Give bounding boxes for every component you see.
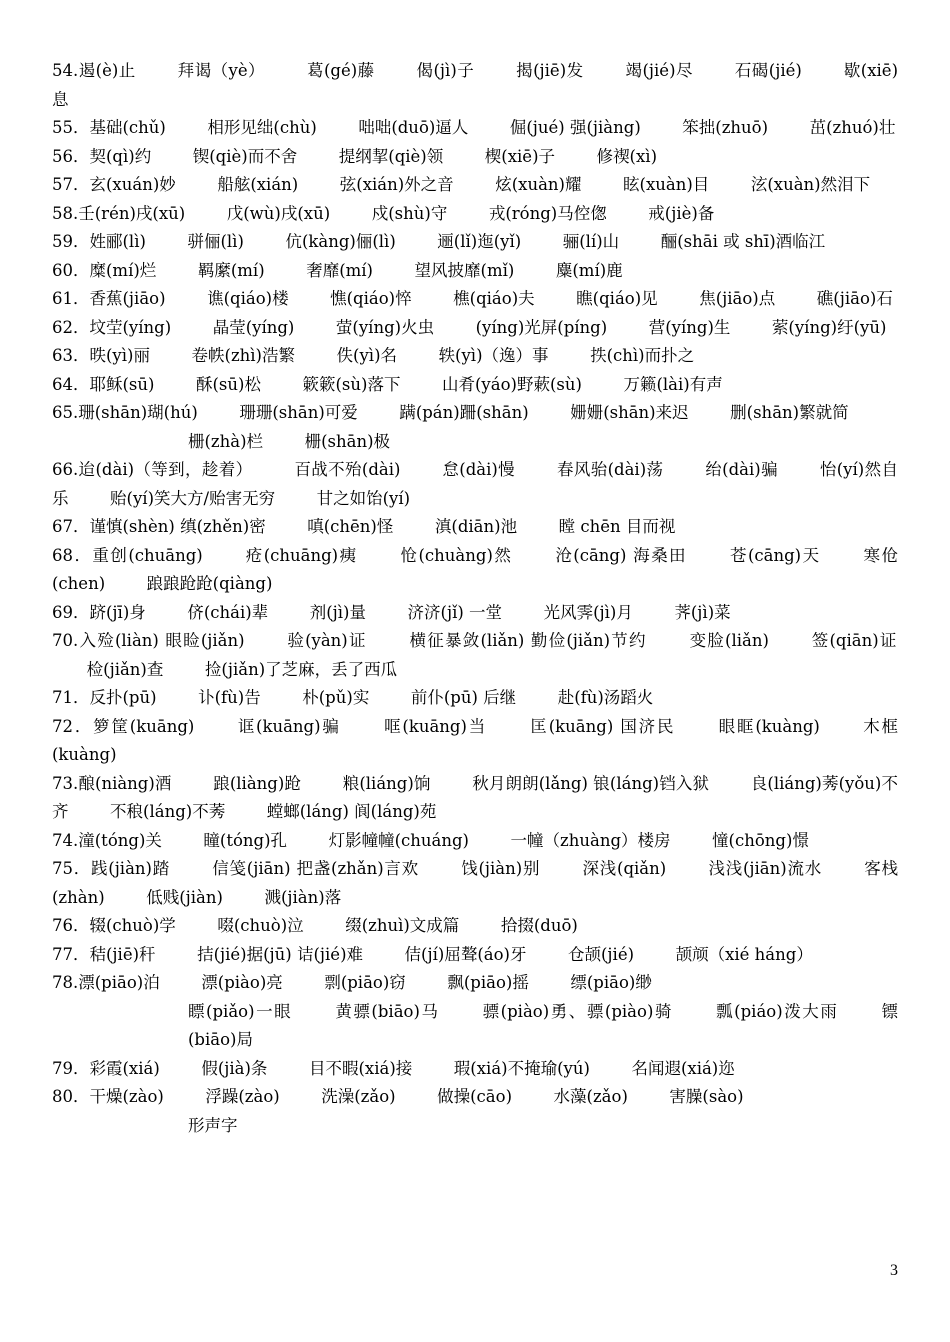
word-item: (yíng)光屏(píng) [475,317,608,337]
word-item: 溅(jiàn)落 [264,887,342,907]
word-item: 目不暇(xiá)接 [308,1058,413,1078]
list-item [52,941,898,970]
entry-number: 74. [52,830,79,850]
word-item: 缥(piāo)缈 [570,973,652,992]
word-item: 验(yàn)证 [287,631,367,650]
list-item [52,1055,898,1084]
vocabulary-list [52,57,898,1140]
word-item: 营(yíng)生 [648,317,731,337]
list-item [52,257,898,286]
word-item: 瞧(qiáo)见 [576,289,658,308]
entry-number: 77． [52,944,90,964]
list-item [52,1083,898,1112]
word-item: 昳(yì)丽 [89,346,150,365]
word-item: 萤(yíng)火虫 [335,317,435,337]
word-item: 变脸(liǎn) [689,631,769,650]
word-item: 玄(xuán)妙 [89,175,176,194]
word-item: 怡(yí)然自乐 [52,460,898,508]
word-item: 嗔(chēn)怪 [307,517,394,536]
word-item: 香蕉(jiāo) [89,289,166,308]
word-item: 竭(jié)尽 [625,61,693,80]
entry-number: 79． [52,1058,90,1078]
word-item: 蹒(pán)跚(shān) [399,403,529,422]
word-item: 憔(qiáo)悴 [330,289,412,308]
word-item: 弦(xián)外之音 [339,175,454,194]
word-item: 泫(xuàn)然泪下 [750,175,871,194]
word-item: 眩(xuàn)目 [623,175,710,194]
word-item: 耶稣(sū) [89,374,155,394]
list-item [52,684,898,713]
word-item: 漂(piāo)泊 [78,973,160,992]
word-item: 彩霞(xiá) [89,1058,160,1078]
word-item: 戊(wù)戌(xū) [226,203,331,223]
word-item: 缀(zhuì)文成篇 [345,916,460,935]
word-item: 信笺(jiān) 把盏(zhǎn)言欢 [212,859,419,878]
word-item: 奢靡(mí) [306,260,373,280]
word-item: 辍(chuò)学 [89,916,176,935]
word-item: 炫(xuàn)耀 [495,175,582,194]
word-item: 飘(piāo)摇 [447,973,529,992]
word-item: 瞠 chēn 目而视 [558,517,676,536]
word-item: 望风披靡(mǐ) [414,260,515,280]
word-item: 焦(jiāo)点 [699,289,776,308]
word-item: 瓢(piáo)泼大雨 [716,1001,839,1021]
list-item [52,513,898,542]
word-item: 礁(jiāo)石 [816,289,893,308]
entry-number: 76． [52,916,90,935]
entry-number: 78. [52,973,79,992]
word-item: 粮(liáng)饷 [342,773,431,793]
word-item: 名闻遐(xiá)迩 [631,1058,735,1078]
word-item: 歇(xiē)息 [52,61,898,109]
entry-number: 73. [52,773,79,793]
word-item: 逦(lǐ)迤(yǐ) [437,232,522,251]
word-item: 深浅(qiǎn) [582,859,667,878]
word-item: 拜谒（yè） [177,61,266,80]
word-item: 低贱(jiàn) [146,887,223,907]
word-item: 骊(lí)山 [562,232,620,251]
word-item: 瑕(xiá)不掩瑜(yú) [453,1058,590,1078]
word-item: 签(qiān)证 [811,631,897,650]
word-item: 佶(jí)屈聱(áo)牙 [404,944,527,964]
entry-number: 55． [52,118,90,137]
word-item: 栅(shān)极 [304,431,391,451]
word-item: 入殓(liàn) 眼睑(jiǎn) [78,631,245,650]
word-item: 反扑(pū) [89,688,157,707]
entry-number: 59． [52,232,90,251]
word-item: 木框(kuàng) [52,716,899,764]
list-item [52,969,898,998]
word-item: 光风霁(jì)月 [543,602,633,622]
list-item [52,770,898,827]
word-item: 删(shān)繁就简 [730,403,849,422]
word-item: 酥(sū)松 [196,374,261,394]
word-item: 契(qì)约 [89,146,152,166]
word-item: 簌簌(sù)落下 [302,374,401,394]
word-item: 苍(cāng)天 [730,545,821,565]
entry-number: 56． [52,146,90,166]
word-item: 酾(shāi 或 shī)酒临江 [660,232,826,251]
word-item: 秸(jiē)秆 [89,944,156,964]
word-item: 戒(jiè)备 [648,203,715,223]
word-item: 不稂(láng)不莠 [110,802,226,821]
word-item: 万籁(lài)有声 [623,374,723,394]
word-item: 拮(jié)据(jū) 诘(jié)难 [197,944,364,964]
word-item: 疮(chuāng)痍 [245,545,358,565]
word-item: 匡(kuāng) 国济民 [530,716,676,736]
word-item: 戎(róng)马倥偬 [488,203,607,223]
word-item: 咄咄(duō)逼人 [358,118,469,137]
word-item: 麋(mí)鹿 [555,260,623,280]
word-item: 眼眶(kuàng) [718,716,820,736]
entry-number: 58. [52,203,79,223]
word-item: 秋月朗朗(lǎng) 锒(láng)铛入狱 [472,773,710,793]
word-item: 羁縻(mí) [197,260,265,280]
word-item: 佚(yì)名 [336,346,398,365]
word-item: 灯影幢幢(chuáng) [328,830,469,850]
entry-number: 65. [52,403,79,422]
word-item: 石碣(jié) [734,61,802,80]
entry-number: 62． [52,317,90,337]
list-item [52,228,898,257]
page-number: 3 [890,1262,898,1279]
word-item: 剂(jì)量 [309,602,366,622]
word-item: 拾掇(duō) [500,916,578,935]
word-item: 横征暴敛(liǎn) 勤俭(jiǎn)节约 [409,631,647,650]
list-item [52,827,898,856]
word-item: 踉踉跄跄(qiàng) [146,574,273,593]
word-item: 哐(kuāng)当 [384,716,488,736]
word-item: 一幢（zhuàng）楼房 [510,830,671,850]
word-item: 春风骀(dài)荡 [556,460,664,479]
entry-number: 60． [52,260,90,280]
list-item [52,342,898,371]
word-item: 诓(kuāng)骗 [237,716,341,736]
word-item: 倔(jué) 强(jiàng) [509,118,641,137]
word-item: 漂(piào)亮 [201,973,283,992]
word-item: 坟茔(yíng) [89,317,172,337]
word-item: 前仆(pū) 后继 [410,688,517,707]
word-item: 怠(dài)慢 [442,460,516,479]
entry-number: 57． [52,175,90,194]
list-item-continuation [52,998,898,1055]
entry-number: 75． [52,859,91,878]
entry-number: 72． [52,716,94,736]
word-item: 戍(shù)守 [371,203,448,223]
word-item: 酿(niàng)酒 [78,773,172,793]
word-item: 荠(jì)菜 [674,602,731,622]
word-item: 践(jiàn)踏 [91,859,170,878]
word-item: 遏(è)止 [78,61,136,80]
word-item: 踉(liàng)跄 [213,773,302,793]
word-item: 怆(chuàng)然 [400,545,513,565]
word-item: 笨拙(zhuō) [682,118,769,137]
entry-number: 67． [52,517,90,536]
word-item: 讣(fù)告 [198,688,261,707]
word-item: 百战不殆(dài) [294,460,401,479]
word-item: 萦(yíng)纡(yū) [771,317,887,337]
word-item: 骠(piào)勇、骠(piào)骑 [482,1001,674,1021]
word-item: 饯(jiàn)别 [461,859,541,878]
list-item [52,314,898,343]
word-item: 壬(rén)戌(xū) [78,203,186,223]
word-item: 浮躁(zào) [205,1087,280,1106]
word-item: 甘之如饴(yí) [316,488,411,508]
entry-number: 61． [52,289,90,308]
word-item: 镖(biāo)局 [188,1001,898,1049]
entry-number: 66. [52,460,79,479]
word-item: 贻(yí)笑大方/贻害无穷 [110,488,276,508]
word-item: 葛(gé)藤 [307,61,375,80]
word-item: 浅浅(jiān)流水 [708,859,822,878]
word-item: 伉(kàng)俪(lì) [285,232,396,251]
word-item: 揭(jiē)发 [516,61,584,80]
word-item: 济济(jǐ) 一堂 [407,602,503,622]
word-item: 谯(qiáo)楼 [207,289,289,308]
list-item-continuation [52,428,898,457]
list-item [52,627,898,684]
word-item: 修禊(xì) [596,146,658,166]
word-item: 滇(diān)池 [434,517,518,536]
word-item: 骈俪(lì) [187,232,244,251]
word-item: 相形见绌(chù) [207,118,317,137]
word-item: 寒伧(chen) [52,545,899,593]
list-item [52,285,898,314]
entry-number: 63． [52,346,90,365]
word-item: 锲(qiè)而不舍 [192,146,298,166]
word-item: 良(liáng)莠(yǒu)不齐 [52,773,898,821]
word-item: 剽(piāo)窃 [324,973,406,992]
word-item: 颉颃（xié háng） [675,944,813,964]
word-item: 偈(jì)子 [416,61,475,80]
list-item [52,371,898,400]
word-item: 憧(chōng)憬 [712,830,809,850]
word-item: 瞳(tóng)孔 [203,830,288,850]
word-item: 姗姗(shān)来迟 [570,403,689,422]
word-item: 黄骠(biāo)马 [335,1001,440,1021]
word-item: 抶(chì)而扑之 [590,346,695,365]
word-item: 形声字 [188,1115,238,1135]
list-item [52,713,898,770]
word-item: 赴(fù)汤蹈火 [557,688,654,707]
word-item: 客栈(zhàn) [52,859,899,907]
word-item: 晶莹(yíng) [212,317,295,337]
word-item: 做操(cāo) [437,1087,513,1106]
word-item: 珊珊(shān)可爱 [239,403,358,422]
word-item: 楔(xiē)子 [484,146,556,166]
list-item [52,599,898,628]
entry-number: 64． [52,374,90,394]
word-item: 害臊(sào) [669,1087,744,1106]
entry-number: 71． [52,688,90,707]
word-item: 仓颉(jié) [568,944,635,964]
word-item: 干燥(zào) [89,1087,164,1106]
word-item: 水藻(zǎo) [553,1087,628,1106]
entry-number: 68． [52,545,93,565]
word-item: 栅(zhà)栏 [188,431,264,451]
list-item [52,171,898,200]
word-item: 跻(jī)身 [89,602,146,622]
word-item: 姓郦(lì) [89,232,146,251]
word-item: 假(jià)条 [201,1058,268,1078]
word-item: 朴(pǔ)实 [302,688,370,707]
list-item [52,399,898,428]
word-item: 洗澡(zǎo) [321,1087,396,1106]
word-item: 沧(cāng) 海桑田 [555,545,688,565]
word-item: 卷帙(zhì)浩繁 [191,346,295,365]
entry-number: 70. [52,631,79,650]
list-item [52,200,898,229]
word-item: 啜(chuò)泣 [217,916,304,935]
word-item: 谨慎(shèn) 缜(zhěn)密 [89,517,266,536]
entry-number: 80． [52,1087,90,1106]
word-item: 箩筐(kuāng) [93,716,195,736]
list-item-continuation [52,1112,898,1141]
word-item: 樵(qiáo)夫 [453,289,535,308]
word-item: 提纲挈(qiè)领 [338,146,444,166]
list-item [52,456,898,513]
list-item [52,143,898,172]
word-item: 侪(chái)辈 [187,602,269,622]
word-item: 轶(yì)（逸）事 [438,346,549,365]
word-item: 山肴(yáo)野蔌(sù) [442,374,582,394]
list-item [52,114,898,143]
entry-number: 54. [52,61,79,80]
word-item: 迨(dài)（等到，趁着） [78,460,253,479]
word-item: 糜(mí)烂 [89,260,157,280]
word-item: 船舷(xián) [217,175,299,194]
word-item: 检(jiǎn)查 [86,659,164,679]
word-item: 潼(tóng)关 [78,830,162,850]
entry-number: 69． [52,602,90,622]
word-item: 重创(chuāng) [92,545,203,565]
word-item: 捡(jiǎn)了芝麻，丢了西瓜 [204,659,398,679]
word-item: 茁(zhuó)壮 [809,118,896,137]
list-item [52,855,898,912]
list-item [52,542,898,599]
word-item: 瞟(piǎo)一眼 [188,1001,293,1021]
list-item [52,912,898,941]
list-item [52,57,898,114]
word-item: 基础(chǔ) [89,118,166,137]
word-item: 绐(dài)骗 [705,460,778,479]
word-item: 珊(shān)瑚(hú) [78,403,198,422]
word-item: 螳螂(láng) 阆(láng)苑 [266,802,437,821]
